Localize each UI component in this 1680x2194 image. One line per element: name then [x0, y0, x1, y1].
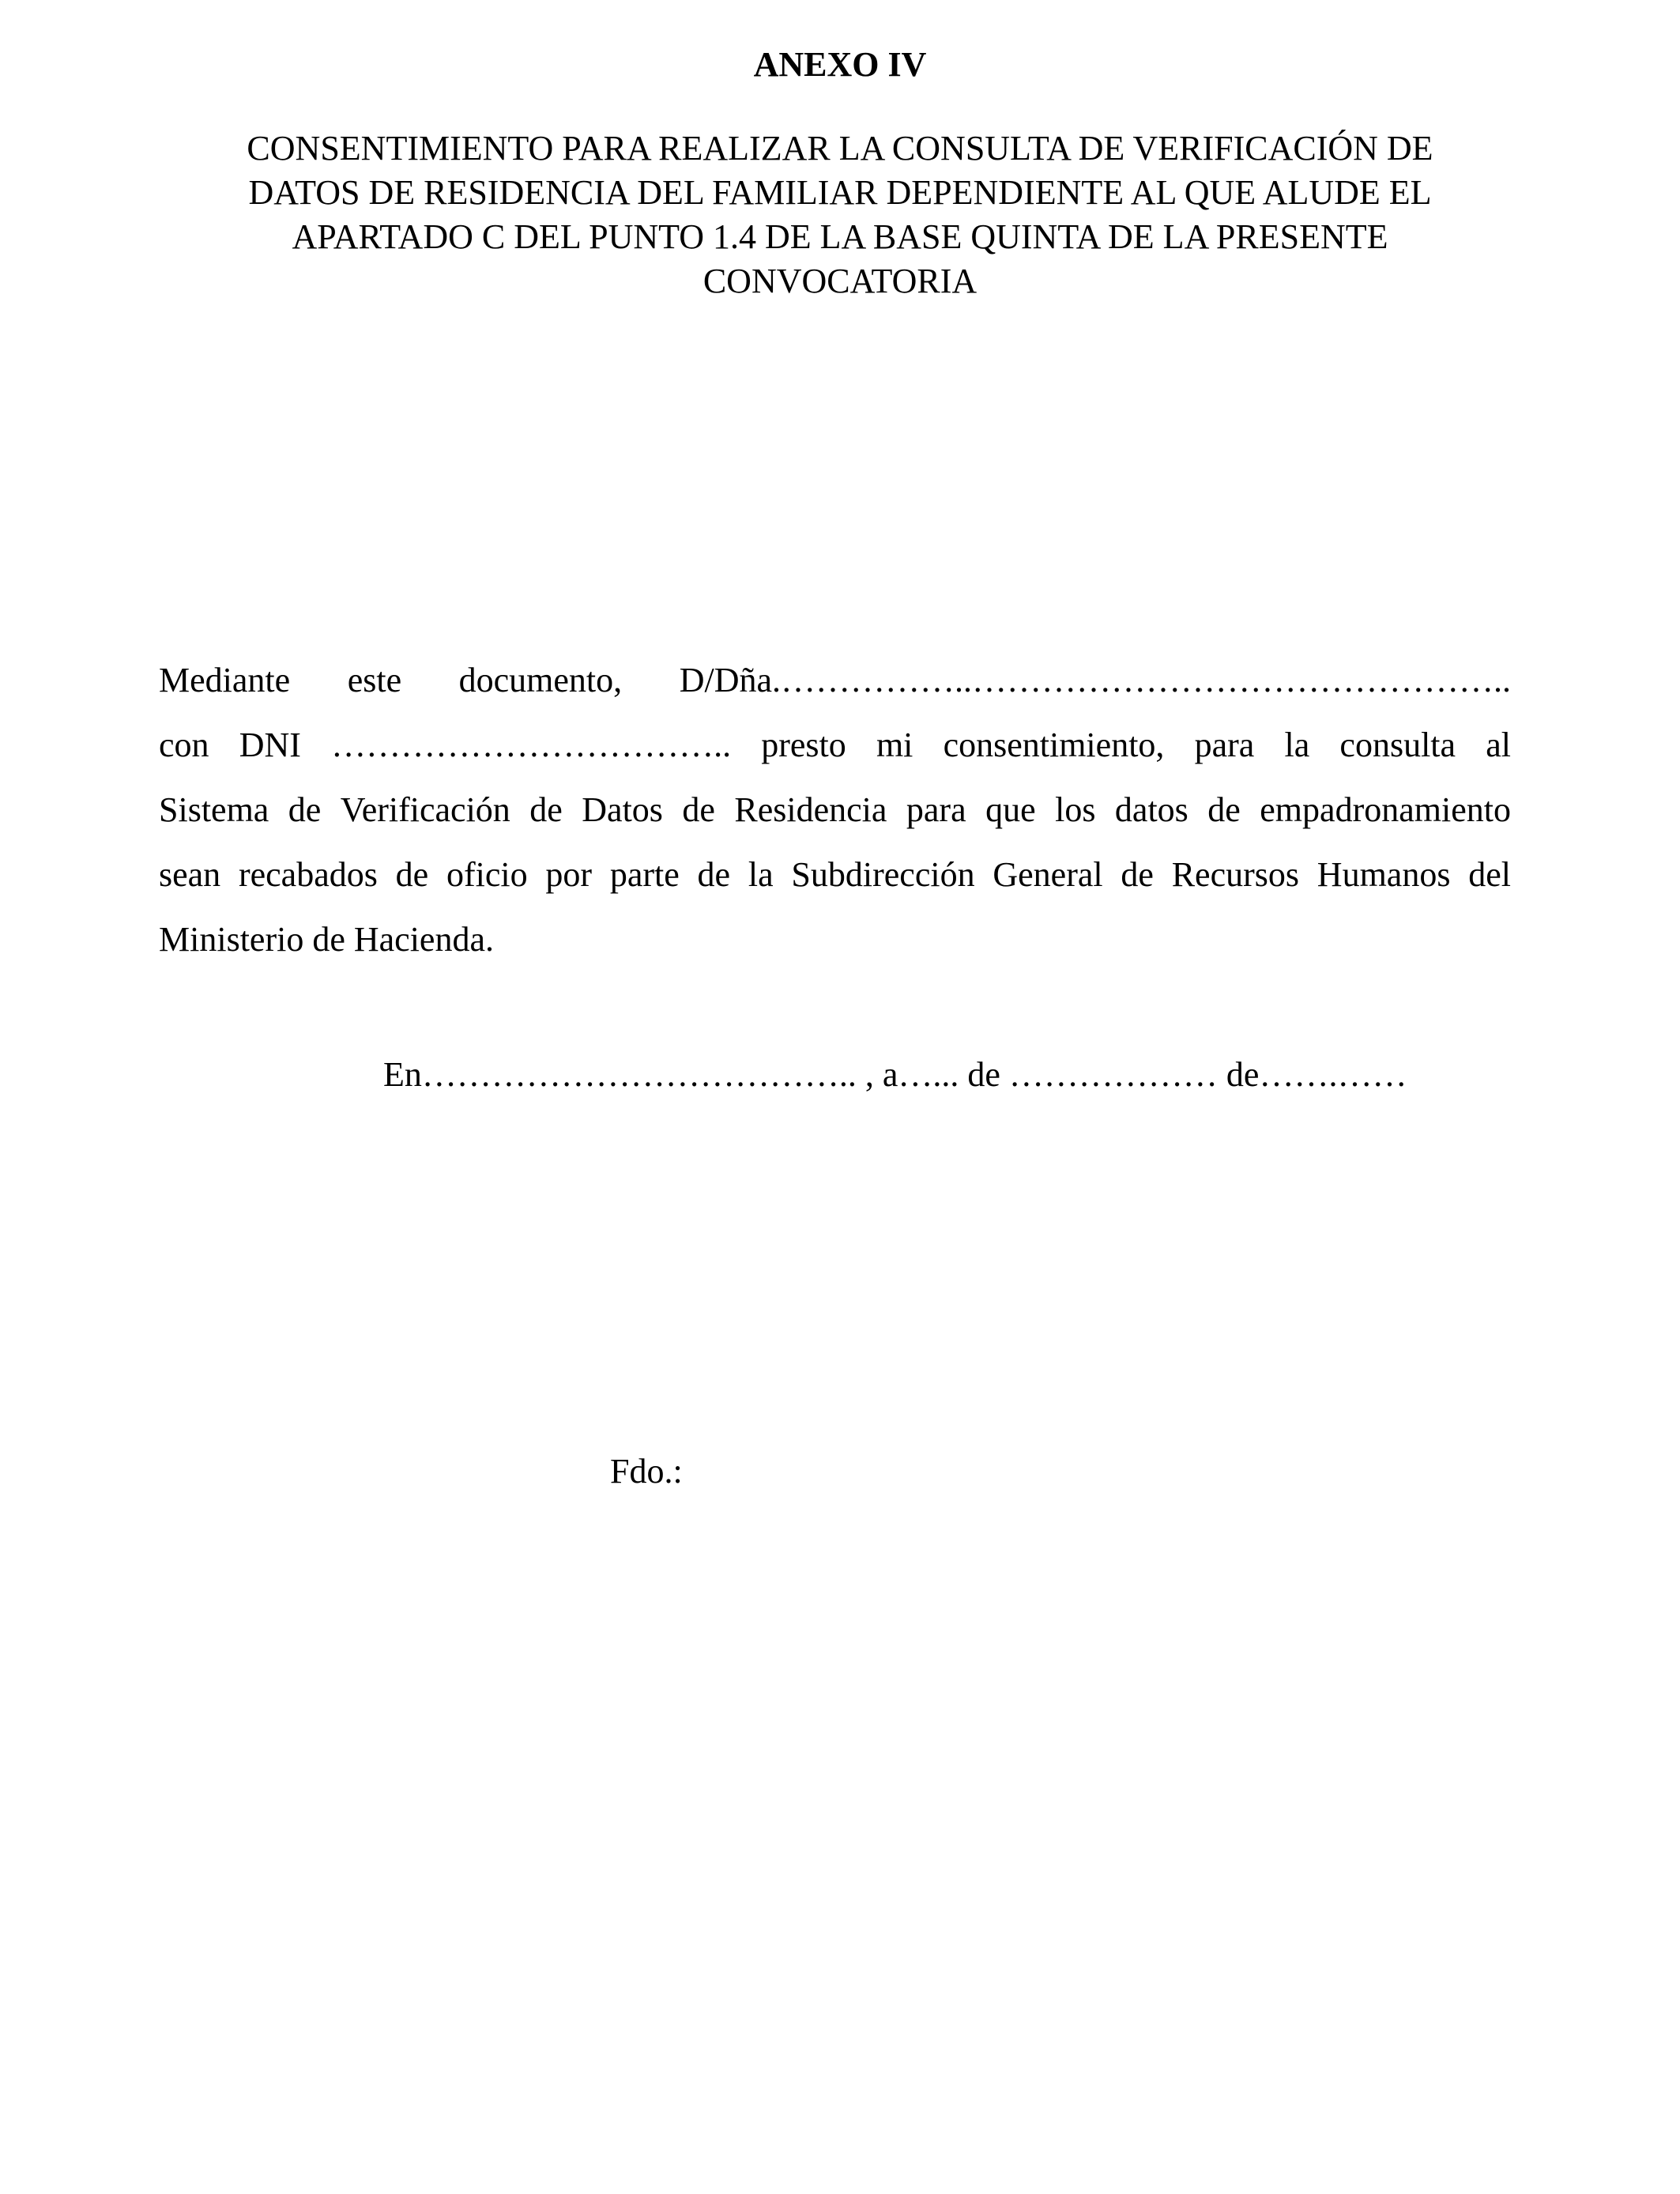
paragraph-word: sean	[159, 855, 221, 894]
paragraph-line-4	[159, 843, 1511, 907]
annex-heading: ANEXO IV	[753, 45, 927, 84]
paragraph-line-3	[159, 778, 1511, 843]
paragraph-word: presto	[761, 726, 846, 764]
paragraph-word: DNI	[239, 726, 301, 764]
paragraph-line-5: Ministerio de Hacienda.	[159, 920, 494, 959]
paragraph-line-1	[159, 648, 1511, 713]
paragraph-line-2	[159, 713, 1511, 778]
signature-label: Fdo.:	[610, 1452, 683, 1491]
paragraph-word: de	[288, 790, 322, 829]
paragraph-word: la	[1284, 726, 1310, 764]
paragraph-word: consentimiento,	[943, 726, 1165, 764]
paragraph-word: consulta	[1339, 726, 1456, 764]
paragraph-word: Mediante	[159, 661, 291, 699]
paragraph-word: para	[906, 790, 966, 829]
place-date-line: En……………………………….. , a…... de ……………… de…….……	[383, 1055, 1407, 1094]
paragraph-word: Datos	[582, 790, 663, 829]
paragraph-word: al	[1486, 726, 1511, 764]
paragraph-word: documento,	[458, 661, 623, 699]
paragraph-word: de	[529, 790, 563, 829]
paragraph-word: Verificación	[340, 790, 510, 829]
paragraph-word: este	[347, 661, 402, 699]
paragraph-word: de	[395, 855, 429, 894]
paragraph-word: de	[682, 790, 715, 829]
paragraph-word: de	[1121, 855, 1154, 894]
paragraph-word: por	[545, 855, 593, 894]
paragraph-word: la	[748, 855, 774, 894]
paragraph-word: oficio	[446, 855, 528, 894]
paragraph-word: que	[985, 790, 1036, 829]
paragraph-word: General	[993, 855, 1103, 894]
paragraph-word: de	[1207, 790, 1241, 829]
paragraph-word: parte	[609, 855, 680, 894]
consent-paragraph	[159, 648, 1511, 972]
paragraph-word: Subdirección	[791, 855, 975, 894]
paragraph-word: de	[697, 855, 731, 894]
paragraph-word: Recursos	[1171, 855, 1300, 894]
document-title: CONSENTIMIENTO PARA REALIZAR LA CONSULTA DE VERIFICACIÓN DE DATOS DE RESIDENCIA DEL FAMILIAR DEPENDIENTE AL QUE ALUDE EL APARTADO C DEL PUNTO 1.4 DE LA BASE QUINTA DE LA PRESENTE CONVOCATORIA	[247, 129, 1433, 300]
paragraph-word: Humanos	[1317, 855, 1451, 894]
paragraph-word: mi	[876, 726, 913, 764]
paragraph-word: datos	[1114, 790, 1188, 829]
paragraph-word: Sistema	[159, 790, 269, 829]
paragraph-word: del	[1468, 855, 1511, 894]
paragraph-word: recabados	[238, 855, 378, 894]
paragraph-word: Residencia	[734, 790, 887, 829]
paragraph-word: D/Dña.……………..………………………………………..	[679, 661, 1511, 699]
paragraph-word: con	[159, 726, 209, 764]
paragraph-word: empadronamiento	[1260, 790, 1511, 829]
paragraph-word: los	[1055, 790, 1096, 829]
paragraph-word: ……………………………..	[331, 726, 732, 764]
paragraph-word: para	[1194, 726, 1255, 764]
